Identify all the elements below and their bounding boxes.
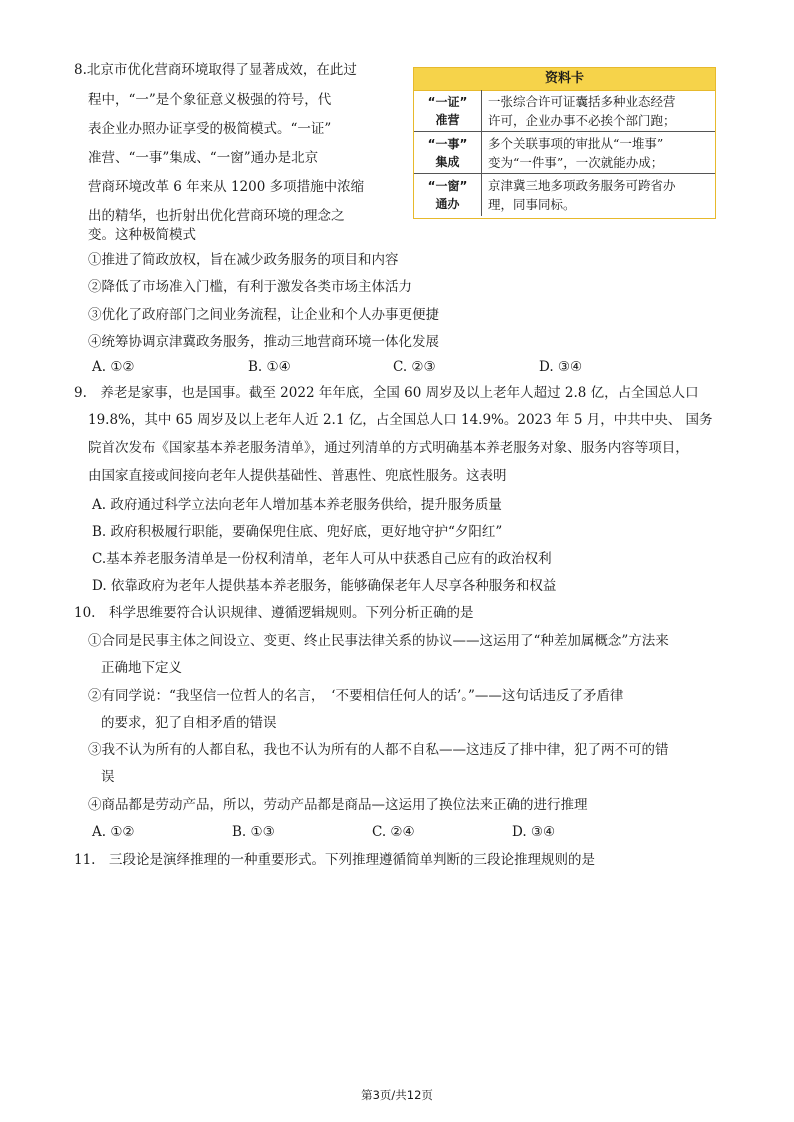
page-footer: 第3页/共12页	[361, 1088, 433, 1102]
term-line: “一事”	[427, 137, 468, 151]
q9-line: 9. 养老是家事，也是国事。截至 2022 年年底，全国 60 周岁及以上老年人超过 2.8 亿，占全国总人口	[74, 385, 699, 401]
q8-line: 营商环境改革 6 年来从 1200 多项措施中浓缩	[88, 179, 365, 195]
q8-option-b[interactable]: B. ①④	[248, 359, 291, 375]
q9-line: 由国家直接或间接向老年人提供基础性、普惠性、兜底性服务。这表明	[88, 468, 507, 484]
info-card-term	[414, 132, 482, 173]
q9-choice-d[interactable]: D. 依靠政府为老年人提供基本养老服务，能够确保老年人尽享各种服务和权益	[92, 578, 557, 594]
term-line: 集成	[435, 155, 460, 169]
q10-option-b[interactable]: B. ①③	[232, 824, 275, 840]
desc-line: 多个关联事项的审批从“一堆事”	[488, 136, 664, 151]
q10-line: 的要求，犯了自相矛盾的错误	[101, 715, 277, 731]
q8-line: 表企业办照办证享受的极简模式。“一证”	[88, 121, 332, 137]
info-card-term	[414, 174, 482, 216]
info-card-row	[414, 132, 715, 174]
q10-option-a[interactable]: A. ①②	[92, 824, 135, 840]
info-card-desc	[488, 92, 676, 130]
q9-choice-c[interactable]: C.基本养老服务清单是一份权利清单，老年人可从中获悉自己应有的政治权利	[92, 551, 552, 567]
q10-option-c[interactable]: C. ②④	[372, 824, 415, 840]
q10-line: 误	[101, 769, 115, 785]
q8-item: ①推进了简政放权，旨在减少政务服务的项目和内容	[88, 252, 399, 268]
q11-stem: 11. 三段论是演绎推理的一种重要形式。下列推理遵循简单判断的三段论推理规则的是	[74, 852, 595, 868]
q8-option-c[interactable]: C. ②③	[393, 359, 436, 375]
q10-line: ①合同是民事主体之间设立、变更、终止民事法律关系的协议——这运用了“种差加属概念”方法来	[88, 633, 669, 649]
q10-option-d[interactable]: D. ③④	[512, 824, 556, 840]
info-card-title: 资料卡	[414, 68, 715, 91]
q10-stem: 10. 科学思维要符合认识规律、遵循逻辑规则。下列分析正确的是	[74, 605, 474, 621]
q8-item: ④统筹协调京津冀政务服务，推动三地营商环境一体化发展	[88, 334, 439, 350]
q8-item: ②降低了市场准入门槛，有利于激发各类市场主体活力	[88, 279, 412, 295]
term-line: “一窗”	[427, 179, 468, 193]
info-card-desc	[488, 134, 663, 172]
info-card-row	[414, 90, 715, 132]
q10-line: ④商品都是劳动产品，所以，劳动产品都是商品—这运用了换位法来正确的进行推理	[88, 797, 588, 813]
q8-line: 8.北京市优化营商环境取得了显著成效，在此过	[74, 62, 357, 78]
q10-line: ②有同学说：“我坚信一位哲人的名言， ‘不要相信任何人的话’。”——这句话违反了矛盾律	[88, 688, 624, 704]
info-card-term	[414, 90, 482, 131]
q8-line: 变。这种极简模式	[88, 227, 196, 243]
q10-line: ③我不认为所有的人都自私，我也不认为所有的人都不自私——这违反了排中律，犯了两不可的错	[88, 742, 669, 758]
term-line: 准营	[435, 113, 460, 127]
info-card	[413, 67, 716, 219]
q8-option-d[interactable]: D. ③④	[539, 359, 583, 375]
q9-choice-a[interactable]: A. 政府通过科学立法向老年人增加基本养老服务供给，提升服务质量	[92, 497, 502, 513]
desc-line: 一张综合许可证囊括多种业态经营	[488, 94, 676, 109]
q9-choice-b[interactable]: B. 政府积极履行职能，要确保兜住底、兜好底，更好地守护“夕阳红”	[92, 524, 503, 540]
q10-options	[92, 822, 712, 842]
term-line: 通办	[435, 197, 460, 211]
desc-line: 许可，企业办事不必挨个部门跑；	[488, 113, 676, 128]
q8-item: ③优化了政府部门之间业务流程，让企业和个人办事更便捷	[88, 307, 439, 323]
q9-line: 19.8%，其中 65 周岁及以上老年人近 2.1 亿，占全国总人口 14.9%。2023 年 5 月，中共中央、 国务	[88, 412, 713, 428]
q8-options	[92, 357, 712, 377]
q8-option-a[interactable]: A. ①②	[92, 359, 135, 375]
q8-line: 准营、“一事”集成、“一窗”通办是北京	[88, 150, 319, 166]
desc-line: 理，同事同标。	[488, 197, 576, 212]
q9-line: 院首次发布《国家基本养老服务清单》，通过列清单的方式明确基本养老服务对象、服务内容等项目，	[88, 440, 689, 456]
q8-line: 程中，“一”是个象征意义极强的符号，代	[88, 92, 332, 108]
q8-line: 出的精华，也折射出优化营商环境的理念之	[88, 208, 345, 224]
info-card-row	[414, 174, 715, 216]
desc-line: 变为“一件事”，一次就能办成；	[488, 155, 664, 170]
info-card-desc	[488, 176, 676, 214]
desc-line: 京津冀三地多项政务服务可跨省办	[488, 178, 676, 193]
q10-line: 正确地下定义	[101, 660, 182, 676]
term-line: “一证”	[427, 95, 468, 109]
